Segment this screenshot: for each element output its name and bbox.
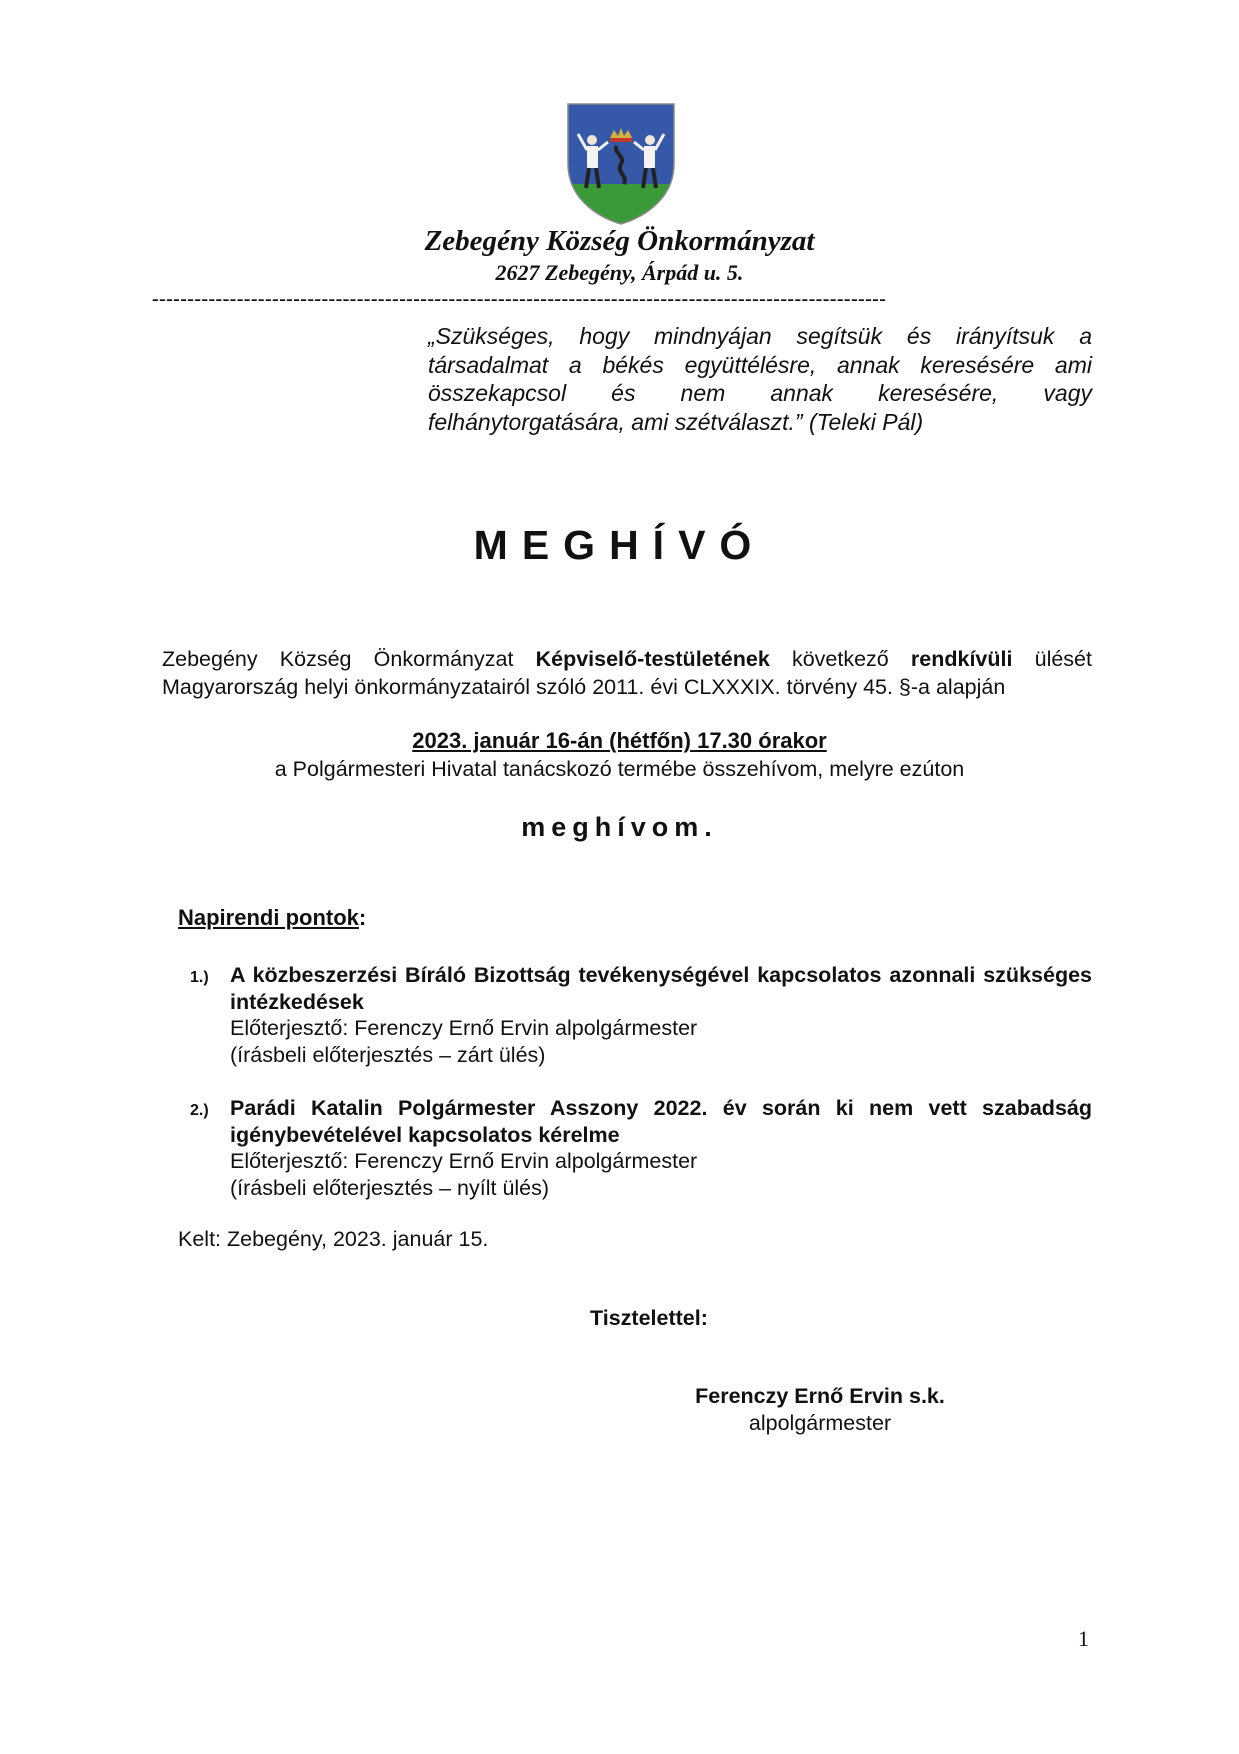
meeting-place: a Polgármesteri Hivatal tanácskozó termébe összehívom, melyre ezúton <box>274 757 965 781</box>
signer-role: alpolgármester <box>748 1411 892 1435</box>
agenda-item-number: 2.) <box>190 1102 209 1119</box>
closing-regards: Tisztelettel: <box>590 1306 708 1330</box>
agenda-item-presenter: Előterjesztő: Ferenczy Ernő Ervin alpolgármester <box>230 1016 698 1040</box>
organization-name: Zebegény Község Önkormányzat <box>424 225 815 257</box>
agenda-item-title: Parádi Katalin Polgármester Asszony 2022. év során ki nem vett szabadság igénybevételével kapcsolatos kérelme <box>230 1096 1092 1147</box>
agenda-heading <box>178 905 366 931</box>
epigraph-quote: „Szükséges, hogy mindnyájan segítsük és irányítsuk a társadalmat a békés együttélésre, annak keresésére ami összekapcsol és nem annak keresésére, vagy felhánytorgatására, ami szétválaszt.” (Teleki Pál) <box>428 323 1092 435</box>
document-title: MEGHÍVÓ <box>473 522 766 568</box>
agenda-heading-colon: : <box>358 905 367 930</box>
header-separator: -------------------------------------------------------------------------------------------------------- <box>152 288 887 310</box>
intro-line-2: Magyarország helyi önkormányzatairól szóló 2011. évi CLXXXIX. törvény 45. §-a alapján <box>162 675 1006 699</box>
agenda-item-note: (írásbeli előterjesztés – zárt ülés) <box>230 1042 546 1067</box>
agenda-item-title: A közbeszerzési Bíráló Bizottság tevékenységével kapcsolatos azonnali szükséges intézkedések <box>230 963 1092 1014</box>
intro-part-3: ülését <box>1012 647 1092 671</box>
intro-line-1 <box>162 645 1092 673</box>
intro-part-1: Zebegény Község Önkormányzat <box>162 647 536 671</box>
invitation-intro <box>162 645 1092 701</box>
agenda-heading-text: Napirendi pontok <box>178 905 359 930</box>
agenda-item-2 <box>190 1095 1092 1201</box>
meeting-datetime: 2023. január 16-án (hétfőn) 17.30 órakor <box>412 728 827 753</box>
organization-address: 2627 Zebegény, Árpád u. 5. <box>495 260 744 285</box>
coat-of-arms-logo <box>562 98 680 226</box>
intro-meeting-type: rendkívüli <box>910 647 1013 671</box>
agenda-item-note: (írásbeli előterjesztés – nyílt ülés) <box>230 1175 550 1200</box>
agenda-item-1 <box>190 962 1092 1068</box>
date-and-place: Kelt: Zebegény, 2023. január 15. <box>178 1227 489 1251</box>
signer-name: Ferenczy Ernő Ervin s.k. <box>695 1384 945 1408</box>
agenda-item-presenter: Előterjesztő: Ferenczy Ernő Ervin alpolgármester <box>230 1149 698 1173</box>
page-number: 1 <box>1078 1626 1089 1651</box>
agenda-item-number: 1.) <box>190 969 209 986</box>
intro-body-name: Képviselő-testületének <box>535 647 770 671</box>
meghivom-text: meghívom. <box>521 812 718 842</box>
intro-part-2: következő <box>769 647 911 671</box>
